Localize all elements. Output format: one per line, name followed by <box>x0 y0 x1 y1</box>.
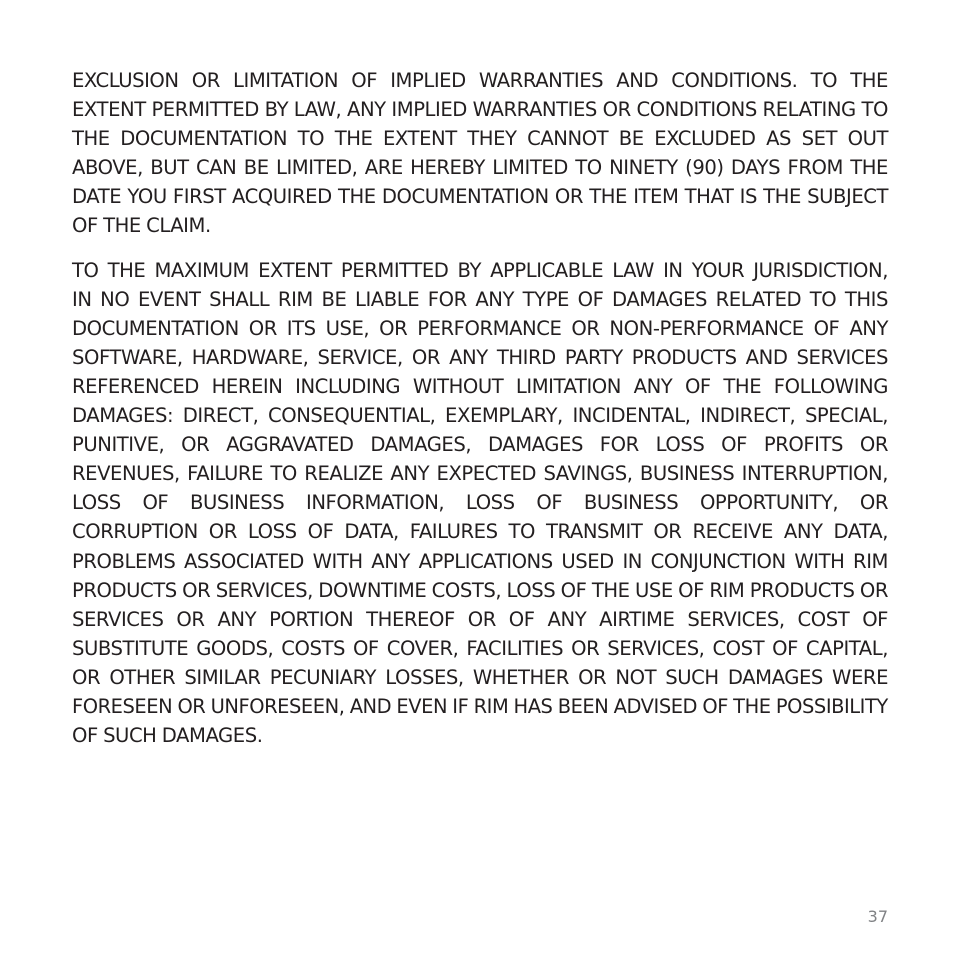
legal-text-body <box>72 66 888 765</box>
text-line: THE DOCUMENTATION TO THE EXTENT THEY CANNOT BE EXCLUDED AS SET OUT <box>72 127 888 151</box>
text-line: TO THE MAXIMUM EXTENT PERMITTED BY APPLICABLE LAW IN YOUR JURISDICTION, <box>72 258 888 282</box>
text-line: REVENUES, FAILURE TO REALIZE ANY EXPECTED SAVINGS, BUSINESS INTERRUPTION, <box>72 462 888 486</box>
text-line: SUBSTITUTE GOODS, COSTS OF COVER, FACILITIES OR SERVICES, COST OF CAPITAL, <box>72 636 888 660</box>
text-line: LOSS OF BUSINESS INFORMATION, LOSS OF BUSINESS OPPORTUNITY, OR <box>72 491 888 515</box>
text-line: OF THE CLAIM. <box>72 214 211 238</box>
text-line: SERVICES OR ANY PORTION THEREOF OR OF ANY AIRTIME SERVICES, COST OF <box>72 607 888 631</box>
text-line: DOCUMENTATION OR ITS USE, OR PERFORMANCE OR NON-PERFORMANCE OF ANY <box>72 316 888 340</box>
text-line: PRODUCTS OR SERVICES, DOWNTIME COSTS, LOSS OF THE USE OF RIM PRODUCTS OR <box>72 578 888 602</box>
text-line: ABOVE, BUT CAN BE LIMITED, ARE HEREBY LIMITED TO NINETY (90) DAYS FROM THE <box>72 156 888 180</box>
text-line: FORESEEN OR UNFORESEEN, AND EVEN IF RIM HAS BEEN ADVISED OF THE POSSIBILITY <box>72 694 888 718</box>
text-line: CORRUPTION OR LOSS OF DATA, FAILURES TO TRANSMIT OR RECEIVE ANY DATA, <box>72 520 888 544</box>
page-number: 37 <box>867 907 888 926</box>
text-line: PROBLEMS ASSOCIATED WITH ANY APPLICATIONS USED IN CONJUNCTION WITH RIM <box>72 549 888 573</box>
text-line: EXCLUSION OR LIMITATION OF IMPLIED WARRANTIES AND CONDITIONS. TO THE <box>72 69 888 92</box>
text-line: DATE YOU FIRST ACQUIRED THE DOCUMENTATION OR THE ITEM THAT IS THE SUBJECT <box>72 185 888 209</box>
text-line: DAMAGES: DIRECT, CONSEQUENTIAL, EXEMPLARY, INCIDENTAL, INDIRECT, SPECIAL, <box>72 404 888 428</box>
text-line: EXTENT PERMITTED BY LAW, ANY IMPLIED WARRANTIES OR CONDITIONS RELATING TO <box>72 98 888 122</box>
text-line: OR OTHER SIMILAR PECUNIARY LOSSES, WHETHER OR NOT SUCH DAMAGES WERE <box>72 665 888 689</box>
paragraph-liability-limitation <box>72 256 888 751</box>
text-line: SOFTWARE, HARDWARE, SERVICE, OR ANY THIRD PARTY PRODUCTS AND SERVICES <box>72 345 888 369</box>
text-line: PUNITIVE, OR AGGRAVATED DAMAGES, DAMAGES FOR LOSS OF PROFITS OR <box>72 433 888 457</box>
text-line: IN NO EVENT SHALL RIM BE LIABLE FOR ANY TYPE OF DAMAGES RELATED TO THIS <box>72 287 888 311</box>
text-line: OF SUCH DAMAGES. <box>72 724 263 748</box>
paragraph-warranty-limitation <box>72 66 888 241</box>
text-line: REFERENCED HEREIN INCLUDING WITHOUT LIMITATION ANY OF THE FOLLOWING <box>72 374 888 398</box>
